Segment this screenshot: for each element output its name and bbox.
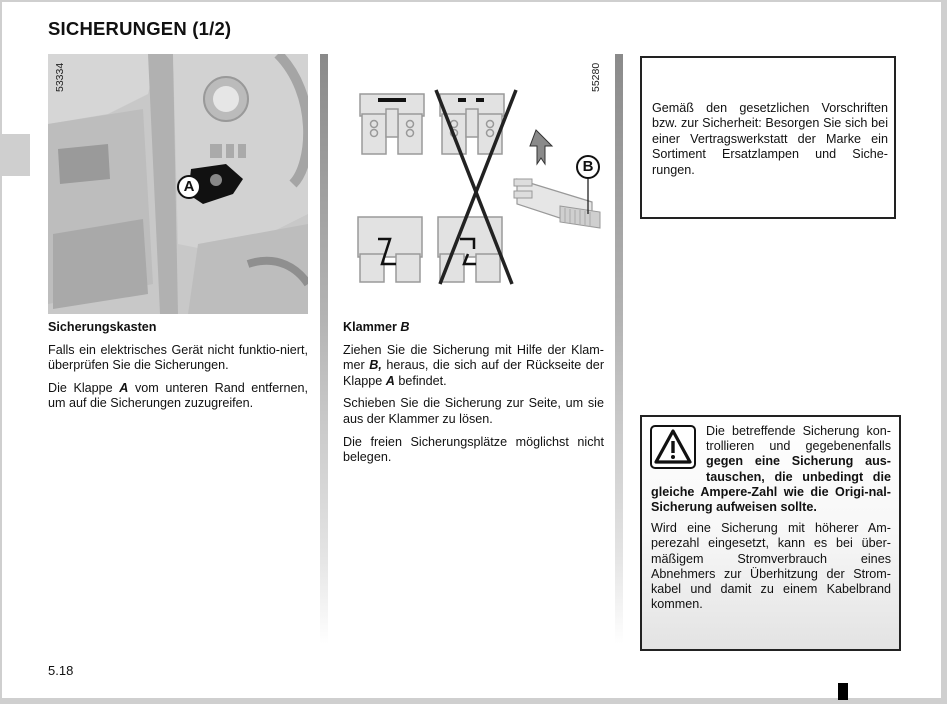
pull-up-arrow-icon xyxy=(530,130,552,164)
reference-label-a: A xyxy=(385,373,395,388)
page-number: 5.18 xyxy=(48,663,74,678)
paragraph-text: befindet. xyxy=(394,373,447,388)
figure-reference-number: 53334 xyxy=(54,62,66,92)
fuse-clamp-tool xyxy=(514,176,600,228)
warning-intro: Die betreffende Sicherung kon-trollieren und gegebenenfalls xyxy=(706,424,891,454)
warning-emphasis: gegen eine Sicherung aus-tauschen, die unbedingt die gleiche Ampere-Zahl wie die Origi-nal-Sicherung aufweisen sollte. xyxy=(651,454,891,515)
paragraph xyxy=(343,396,604,427)
section-tab-marker xyxy=(2,134,30,176)
paragraph-text: Die Klappe xyxy=(48,380,120,395)
figure-reference-number: 55280 xyxy=(590,62,602,92)
callout-label-a: A xyxy=(177,175,201,199)
manual-page xyxy=(2,2,941,698)
info-box-text: Gemäß den gesetzlichen Vorschriften bzw. zur Sicherheit: Besorgen Sie sich bei einer Vertragswerkstatt der Marke ein Sortiment Ersatzlampen und Siche-rungen. xyxy=(652,101,888,177)
callout-label-b: B xyxy=(576,155,600,179)
column-divider xyxy=(320,54,328,644)
middle-column xyxy=(343,320,604,473)
left-column xyxy=(48,320,308,419)
fuse-intact-top xyxy=(360,94,424,154)
fuse-box-location-illustration xyxy=(48,54,308,314)
warning-triangle-icon xyxy=(650,425,696,469)
paragraph xyxy=(343,435,604,466)
reference-label-b: B, xyxy=(369,358,382,373)
paragraph-text: vom unteren Rand entfernen, um auf die Sicherungen zuzugreifen. xyxy=(48,380,308,411)
paragraph-text: Falls ein elektrisches Gerät nicht funktio-niert, überprüfen Sie die Sicherungen. xyxy=(48,342,308,373)
page-title: SICHERUNGEN (1/2) xyxy=(48,18,232,39)
section-heading-clamp xyxy=(343,320,604,336)
fuse-blown-bottom xyxy=(438,217,502,282)
fuse-intact-bottom xyxy=(358,217,422,282)
fuse-diagram xyxy=(342,54,607,314)
fuse-clamp-illustration xyxy=(342,54,607,314)
heading-text: Klammer xyxy=(343,320,401,334)
section-heading-fuse-box: Sicherungskasten xyxy=(48,320,157,334)
info-box xyxy=(640,56,896,219)
paragraph xyxy=(48,381,308,412)
reference-label-b: B xyxy=(400,320,410,334)
paragraph xyxy=(48,343,308,374)
reference-label-a: A xyxy=(119,380,129,395)
warning-box xyxy=(640,415,901,651)
paragraph-text: Schieben Sie die Sicherung zur Seite, um sie aus der Klammer zu lösen. xyxy=(343,396,604,426)
page-corner-mark xyxy=(838,683,848,700)
paragraph-text: Die freien Sicherungsplätze möglichst nicht belegen. xyxy=(343,434,604,465)
paragraph xyxy=(343,343,604,390)
paragraph-text: Ziehen Sie die Sicherung mit Hilfe der Klam-mer xyxy=(343,342,604,373)
warning-paragraph: Wird eine Sicherung mit höherer Am-perezahl eingesetzt, kann es bei über-mäßigem Stromverbrauch eines Abnehmers zur Überhitzung der Strom-kabel und damit zu einem Kabelbrand kommen. xyxy=(651,521,891,612)
paragraph-text: heraus, die sich auf der Rückseite der Klappe xyxy=(343,358,605,388)
column-divider xyxy=(615,54,623,644)
